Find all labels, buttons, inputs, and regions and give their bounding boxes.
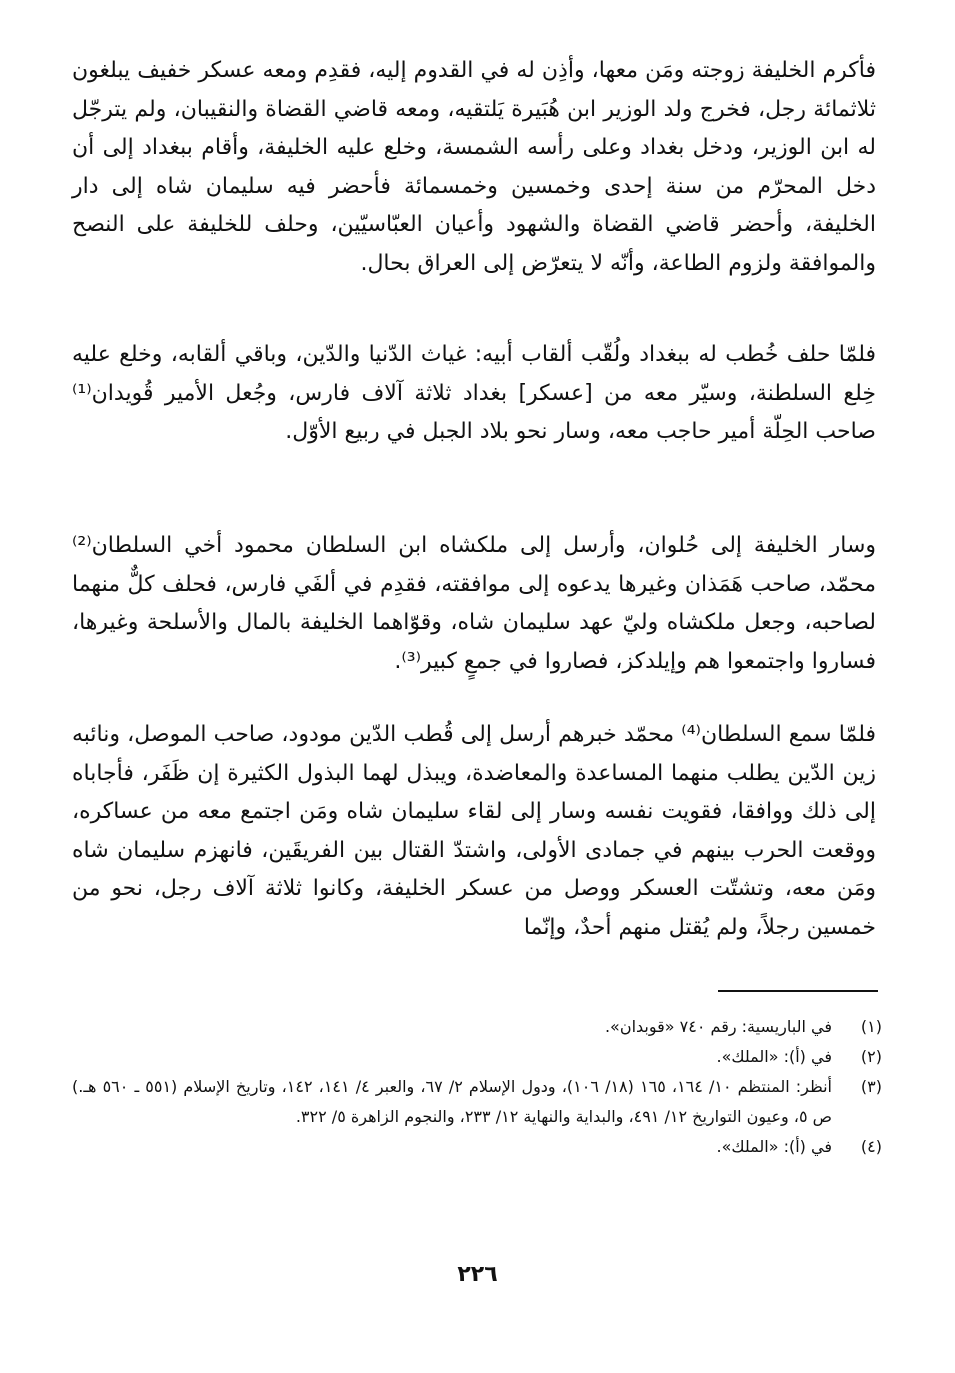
footnote-2 — [72, 1042, 882, 1072]
footnote-3 — [72, 1072, 882, 1132]
footnote-number: (٤) — [860, 1137, 882, 1156]
footnote-text: أنظر: المنتظم ١٠/ ١٦٤، ١٦٥ (١٨/ ١٠٦)، ودول الإسلام ٢/ ٦٧، والعبر ٤/ ١٤١، ١٤٢، وتاريخ الإسلام (٥٥١ ـ ٥٦٠ هـ.) ص ٥، وعيون التواريخ ١٢/ ٤٩١، والبداية والنهاية ١٢/ ٢٣٣، والنجوم الزاهرة ٥/ ٣٢٢. — [72, 1077, 832, 1126]
footnote-number: (٢) — [860, 1047, 882, 1066]
footnote-separator — [718, 990, 878, 992]
footnote-number: (١) — [860, 1017, 882, 1036]
page-number: ٢٢٦ — [457, 1262, 498, 1287]
footnote-text: في الباريسية: رقم ٧٤٠ «قوبدان». — [604, 1017, 832, 1036]
footnote-4 — [72, 1132, 882, 1162]
footnote-number: (٣) — [860, 1077, 882, 1096]
footnotes — [72, 1012, 882, 1162]
paragraph-4: فلمّا سمع السلطان⁽⁴⁾ محمّد خبرهم أرسل إلى قُطب الدّين مودود، صاحب الموصل، ونائبه زين الدّين يطلب منهما المساعدة والمعاضدة، ويبذل لهما البذول الكثيرة إن ظَفَر، فأجاباه إلى ذلك ووافقا، فقويت نفسه وسار إلى لقاء سليمان شاه ومَن اجتمع معه من عساكره، ووقعت الحرب بينهم في جمادى الأولى، واشتدّ القتال بين الفريقَين، فانهزم سليمان شاه ومَن معه، وتشتّت العسكر ووصل من عسكر الخليفة، وكانوا ثلاثة آلاف رجل، نحو من خمسين رجلاً، ولم يُقتل منهم أحدٌ، وإنّما — [72, 722, 876, 940]
footnote-text: في (أ): «الملك». — [716, 1047, 832, 1066]
paragraph-2: فلمّا حلف خُطب له ببغداد ولُقّب ألقاب أبيه: غياث الدّنيا والدّين، وباقي ألقابه، وخلع عليه خِلع السلطنة، وسيّر معه من [عسكر] بغداد ثلاثة آلاف فارس، وجُعل الأمير قُويدان⁽¹⁾ صاحب الحِلّة أمير حاجب معه، وسار نحو بلاد الجبل في ربيع الأوّل. — [72, 342, 876, 444]
footnote-1 — [72, 1012, 882, 1042]
footnote-text: في (أ): «الملك». — [716, 1137, 832, 1156]
paragraph-3: وسار الخليفة إلى حُلوان، وأرسل إلى ملكشاه ابن السلطان محمود أخي السلطان⁽²⁾ محمّد، صاحب هَمَذان وغيرها يدعوه إلى موافقته، فقدِم في ألفَي فارس، فحلف كلٌّ منهما لصاحبه، وجعل ملكشاه وليّ عهد سليمان شاه، وقوّاهما الخليفة بالمال والأسلحة وغيرها، فساروا واجتمعوا هم وإيلدكز، فصاروا في جمعٍ كبير⁽³⁾. — [72, 533, 876, 674]
paragraph-1: فأكرم الخليفة زوجته ومَن معها، وأذِن له في القدوم إليه، فقدِم ومعه عسكر خفيف يبلغون ثلاثمائة رجل، فخرج ولد الوزير ابن هُبَيرة يَلتقيه، ومعه قاضي القضاة والنقيبان، ولم يترجّل له ابن الوزير، ودخل بغداد وعلى رأسه الشمسة، وخلع عليه الخليفة، وأقام ببغداد إلى أن دخل المحرّم من سنة إحدى وخمسين وخمسمائة فأحضر فيه سليمان شاه إلى دار الخليفة، وأحضر قاضي القضاة والشهود وأعيان العبّاسيّين، وحلف للخليفة على النصح والموافقة ولزوم الطاعة، وأنّه لا يتعرّض إلى العراق بحال. — [72, 58, 876, 276]
